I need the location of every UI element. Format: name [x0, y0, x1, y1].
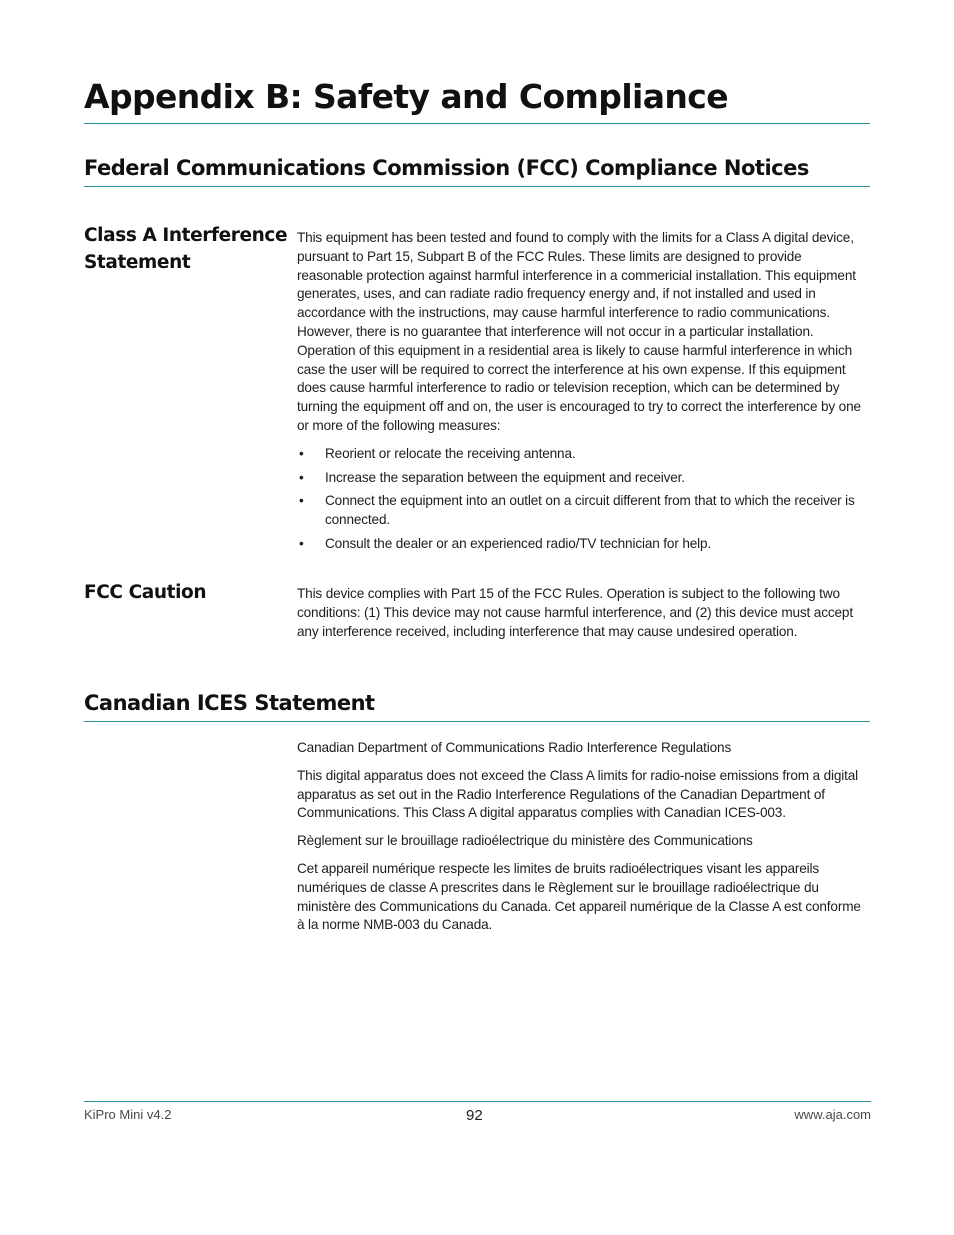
list-item — [297, 492, 869, 530]
list-item — [297, 445, 869, 464]
footer-divider — [84, 1101, 871, 1102]
fcc-section-divider — [84, 186, 870, 187]
bullet-icon: • — [299, 535, 304, 551]
list-item — [297, 469, 869, 488]
list-item-text: Consult the dealer or an experienced radio/TV technician for help. — [325, 535, 712, 551]
class-a-paragraph: This equipment has been tested and found to comply with the limits for a Class A digital device, pursuant to Part 15, Subpart B of the FCC Rules. These limits are designed to provide reasonable protection against harmful interference in a commericial installation. This equipment generates, uses, and can radiate radio frequency energy and, if not installed and used in accordance with the instructions, may cause harmful interference to radio communications. However, there is no guarantee that interference will not occur in a particular installation. Operation of this equipment in a residential area is likely to cause harmful interference in which case the user will be required to correct the interference at his own expense. If this equipment does cause harmful interference to radio or television reception, which can be determined by turning the equipment off and on, the user is encouraged to try to correct the interference by one or more of the following measures: — [297, 230, 861, 433]
canadian-paragraph: This digital apparatus does not exceed the Class A limits for radio-noise emissions from a digital apparatus as set out in the Radio Interference Regulations of the Canadian Department of Communications. This Class A digital apparatus complies with Canadian ICES-003. — [297, 767, 859, 821]
footer-product: KiPro Mini v4.2 — [84, 1107, 172, 1122]
list-item — [297, 535, 869, 554]
canadian-paragraph: Cet appareil numérique respecte les limites de bruits radioélectriques visant les appareils numériques de classe A prescrites dans le Règlement sur le brouillage radioélectrique du ministère des Communications du Canada. Cet appareil numérique de la Classe A est conforme à la norme NMB-003 du Canada. — [297, 860, 861, 933]
fcc-section-heading: Federal Communications Commission (FCC) Compliance Notices — [84, 156, 809, 180]
canadian-section-heading: Canadian ICES Statement — [84, 691, 375, 715]
list-item-text: Increase the separation between the equipment and receiver. — [325, 469, 685, 485]
list-item-text: Reorient or relocate the receiving antenna. — [325, 445, 576, 461]
fcc-caution-paragraph: This device complies with Part 15 of the FCC Rules. Operation is subject to the following two conditions: (1) This device may not cause harmful interference, and (2) this device must accept any interference received, including interference that may cause undesired operation. — [297, 586, 853, 639]
class-a-heading: Class A Interference Statement — [84, 225, 288, 273]
page-title: Appendix B: Safety and Compliance — [84, 77, 729, 116]
bullet-icon: • — [299, 445, 304, 461]
fcc-caution-body — [297, 585, 869, 650]
list-item-text: Connect the equipment into an outlet on a circuit different from that to which the receiver is connected. — [325, 493, 855, 528]
page-number: 92 — [466, 1107, 483, 1124]
bullet-icon: • — [299, 493, 304, 509]
canadian-section-divider — [84, 721, 870, 722]
class-a-measures-list — [297, 445, 869, 554]
footer-website: www.aja.com — [794, 1107, 871, 1122]
canadian-paragraph: Canadian Department of Communications Radio Interference Regulations — [297, 740, 732, 755]
title-divider — [84, 123, 870, 124]
bullet-icon: • — [299, 469, 304, 485]
canadian-body — [297, 739, 869, 944]
canadian-paragraph: Règlement sur le brouillage radioélectrique du ministère des Communications — [297, 833, 753, 849]
class-a-body — [297, 229, 869, 559]
fcc-caution-heading: FCC Caution — [84, 582, 207, 603]
